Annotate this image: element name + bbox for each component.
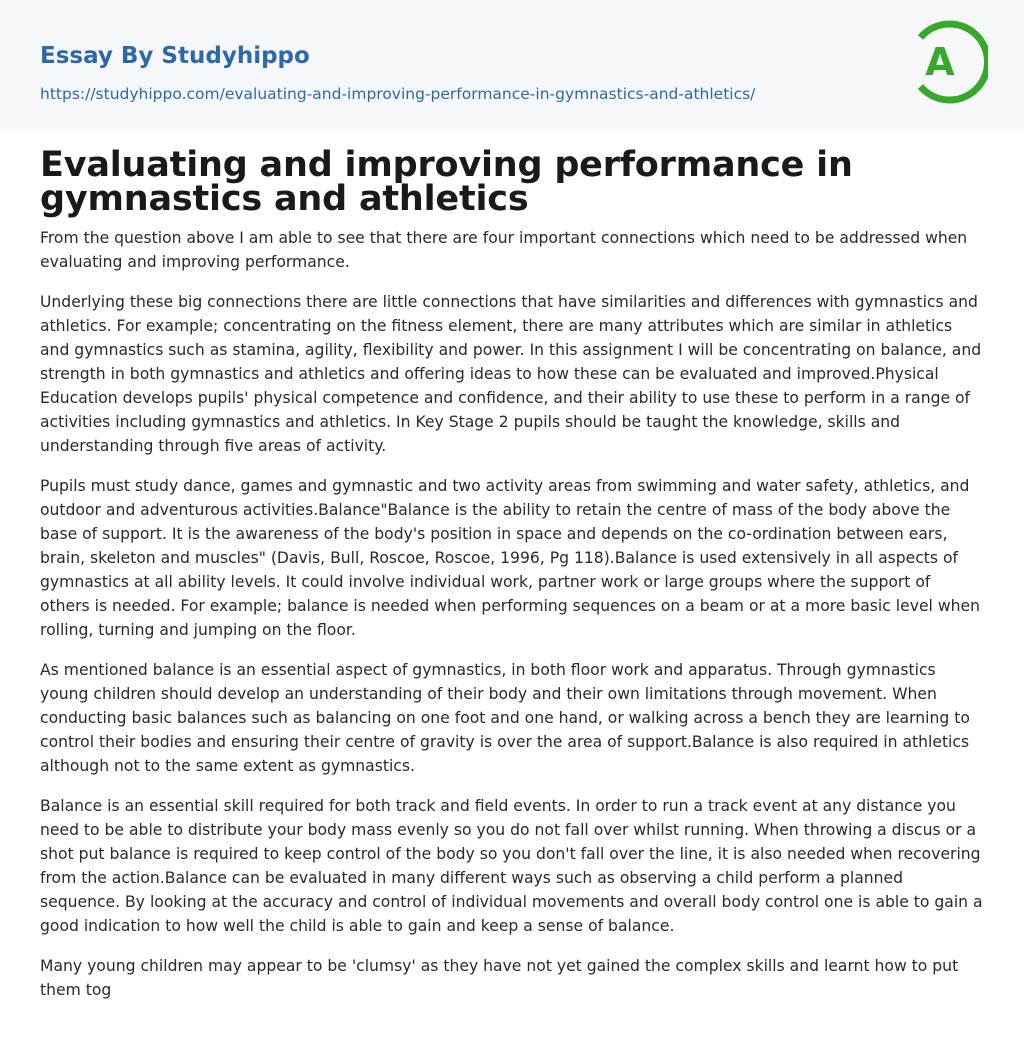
- essay-paragraph: From the question above I am able to see that there are four important connections which need to be addressed when evaluating and improving performance.: [40, 229, 968, 271]
- essay-paragraph: Pupils must study dance, games and gymnastic and two activity areas from swimming and water safety, athletics, and outdoor and adventurous activities.Balance"Balance is the ability to retain the centre of mass of the body above the base of support. It is the awareness of the body's position in space and depends on the co-ordination between ears, brain, skeleton and muscles" (Davis, Bull, Roscoe, Roscoe, 1996, Pg 118).Balance is used extensively in all aspects of gymnastics at all ability levels. It could involve individual work, partner work or large groups where the support of others is needed. For example; balance is needed when performing sequences on a beam or at a more basic level when rolling, turning and jumping on the floor.: [40, 477, 980, 639]
- essay-content: [0, 145, 1024, 1002]
- essay-paragraph: Many young children may appear to be 'clumsy' as they have not yet gained the complex skills and learnt how to put them tog: [40, 957, 959, 999]
- circle-a-logo-icon[interactable]: [912, 18, 988, 106]
- site-header: [0, 0, 1024, 129]
- essay-title: Evaluating and improving performance in gymnastics and athletics: [40, 145, 853, 219]
- essay-paragraph: As mentioned balance is an essential aspect of gymnastics, in both floor work and apparatus. Through gymnastics young children should develop an understanding of their body and their own limitations through movement. When conducting basic balances such as balancing on one foot and one hand, or walking across a bench they are learning to control their bodies and ensuring their centre of gravity is over the area of support.Balance is also required in athletics although not to the same extent as gymnastics.: [40, 661, 970, 775]
- essay-paragraph: Balance is an essential skill required for both track and field events. In order to run a track event at any distance you need to be able to distribute your body mass evenly so you do not fall over whilst running. When throwing a discus or a shot put balance is required to keep control of the body so you don't fall over the line, it is also needed when recovering from the action.Balance can be evaluated in many different ways such as observing a child perform a planned sequence. By looking at the accuracy and control of individual movements and overall body control one is able to gain a good indication to how well the child is able to gain and keep a sense of balance.: [40, 797, 983, 935]
- site-title[interactable]: Essay By Studyhippo: [40, 43, 310, 69]
- essay-paragraph: Underlying these big connections there are little connections that have similarities and differences with gymnastics and athletics. For example; concentrating on the fitness element, there are many attributes which are similar in athletics and gymnastics such as stamina, agility, flexibility and power. In this assignment I will be concentrating on balance, and strength in both gymnastics and athletics and offering ideas to how these can be evaluated and improved.Physical Education develops pupils' physical competence and confidence, and their ability to use these to perform in a range of activities including gymnastics and athletics. In Key Stage 2 pupils should be taught the knowledge, skills and understanding through five areas of activity.: [40, 293, 982, 455]
- logo-letter: A: [925, 40, 955, 84]
- source-url-link[interactable]: https://studyhippo.com/evaluating-and-improving-performance-in-gymnastics-and-athletics/: [40, 85, 756, 103]
